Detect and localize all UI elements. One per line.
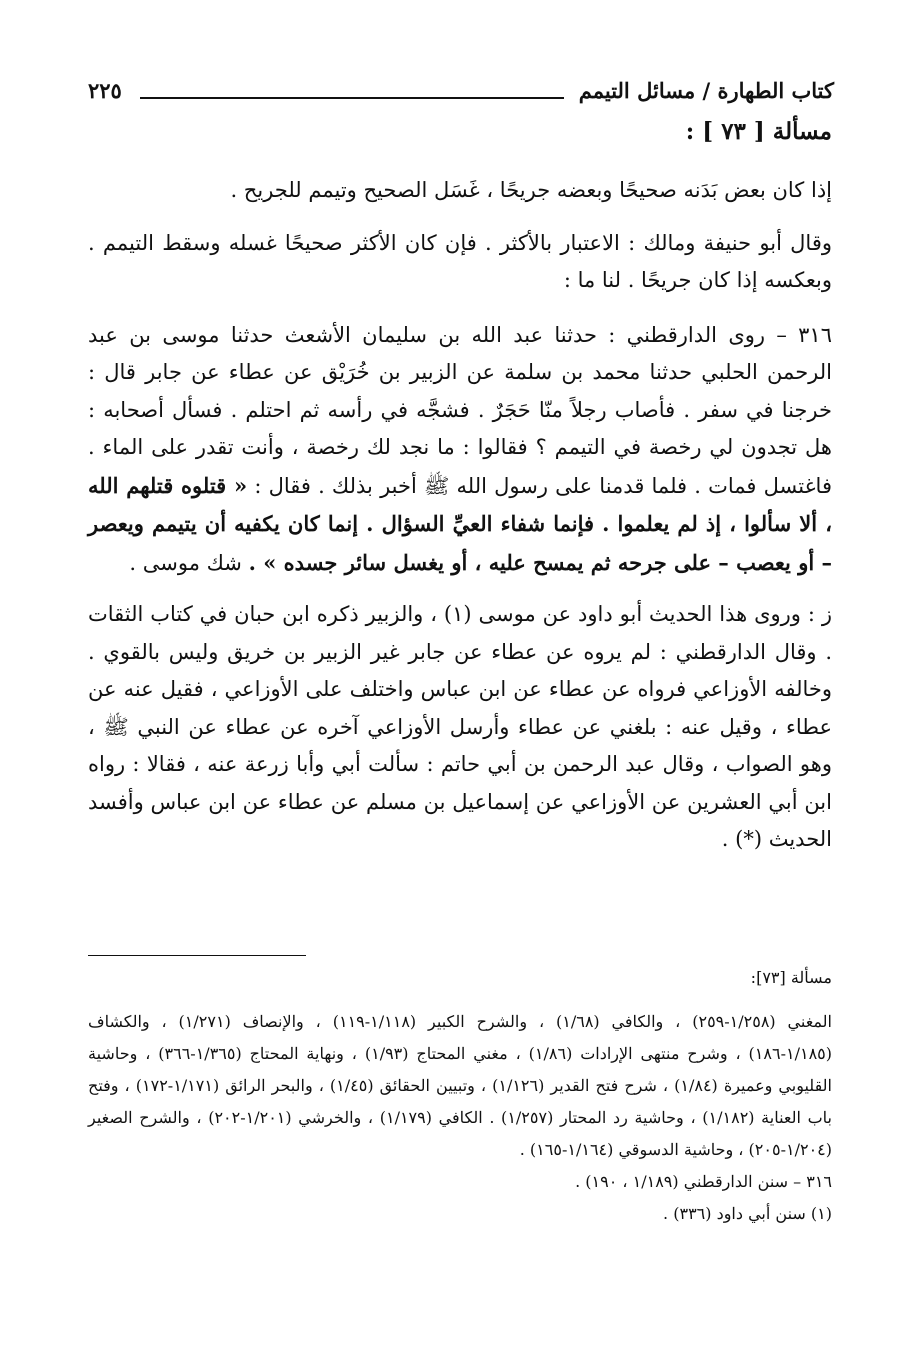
footnote-heading: مسألة [٧٣]: <box>750 968 832 987</box>
hadith-note: شك موسى . <box>129 550 242 575</box>
paragraph-hadith-316 <box>88 317 832 583</box>
footnotes <box>88 962 832 1230</box>
commentary-text: وروى هذا الحديث أبو داود عن موسى (١) ، والزبير ذكره ابن حبان في كتاب الثقات . وقال الدارقطني : لم يروه عن عطاء عن جابر غير الزبير بن خريق وليس بالقوي . وخالفه الأوزاعي فرواه عن عطاء عن ابن عباس واختلف على الأوزاعي ، فقيل عنه عن عطاء ، وقيل عنه : بلغني عن عطاء وأرسل الأوزاعي آخره عن عطاء عن النبي ﷺ ، وهو الصواب ، وقال عبد الرحمن بن أبي حاتم : سألت أبي وأبا زرعة عنه ، فقالا : رواه ابن أبي العشرين عن الأوزاعي عن إسماعيل بن مسلم عن عطاء عن ابن عباس وأفسد الحديث (*) . <box>88 602 832 851</box>
main-text <box>88 172 832 859</box>
footnote-rule <box>88 955 306 956</box>
paragraph-commentary <box>88 596 832 859</box>
paragraph-ruling: إذا كان بعض بَدَنه صحيحًا وبعضه جريحًا ، غَسَل الصحيح وتيمم للجريح . <box>230 178 832 202</box>
paragraph-opposing-view: وقال أبو حنيفة ومالك : الاعتبار بالأكثر . فإن كان الأكثر صحيحًا غسله وسقط التيمم . وبعكسه إذا كان جريحًا . لنا ما : <box>88 230 832 292</box>
issue-heading: مسألة [ ٧٣ ] : <box>685 118 832 145</box>
header-rule <box>140 97 564 99</box>
hadith-quote: « قتلوه قتلهم الله ، ألا سألوا ، إذ لم يعلموا . فإنما شفاء العيِّ السؤال . إنما كان يكفيه أن يتيمم ويعصر – أو يعصب – على جرحه ثم يمسح عليه ، أو يغسل سائر جسده » . <box>88 472 832 575</box>
commentary-marker: ز : <box>807 602 832 626</box>
page-number: ٢٢٥ <box>88 78 122 103</box>
footnote-sources: المغني (١/٢٥٨-٢٥٩) ، والكافي (١/٦٨) ، والشرح الكبير (١/١١٨-١١٩) ، والإنصاف (١/٢٧١) ، والكشاف (١/١٨٥-١٨٦) ، وشرح منتهى الإرادات (١/٨٦) ، مغني المحتاج (١/٩٣) ، ونهاية المحتاج (١/٣٦٥-٣٦٦) ، وحاشية القليوبي وعميرة (١/٨٤) ، شرح فتح القدير (١/١٢٦) ، وتبيين الحقائق (١/٤٥) ، والبحر الرائق (١/١٧١-١٧٢) ، وفتح باب العناية (١/١٨٢) ، وحاشية رد المحتار (١/٢٥٧) . الكافي (١/١٧٩) ، والخرشي (١/٢٠١-٢٠٢) ، والشرح الصغير (١/٢٠٤-٢٠٥) ، وحاشية الدسوقي (١/١٦٤-١٦٥) . <box>88 1012 833 1159</box>
hadith-chain: ٣١٦ – روى الدارقطني : حدثنا عبد الله بن سليمان الأشعث حدثنا موسى بن عبد الرحمن الحلبي حدثنا محمد بن سلمة عن الزبير بن خُرَيْق عن عطاء عن جابر قال : خرجنا في سفر . فأصاب رجلاً منّا حَجَرٌ . فشجَّه في رأسه ثم احتلم . فسأل أصحابه : هل تجدون لي رخصة في التيمم ؟ فقالوا : ما نجد لك رخصة ، وأنت تقدر على الماء . فاغتسل فمات . فلما قدمنا على رسول الله ﷺ أخبر بذلك . فقال : <box>88 322 832 498</box>
page-header <box>88 78 834 118</box>
chapter-title: كتاب الطهارة / مسائل التيمم <box>578 78 834 103</box>
footnote-ref-1: (١) سنن أبي داود (٣٣٦) . <box>663 1204 832 1223</box>
footnote-ref-316: ٣١٦ – سنن الدارقطني (١/١٨٩ ، ١٩٠) . <box>575 1172 832 1191</box>
